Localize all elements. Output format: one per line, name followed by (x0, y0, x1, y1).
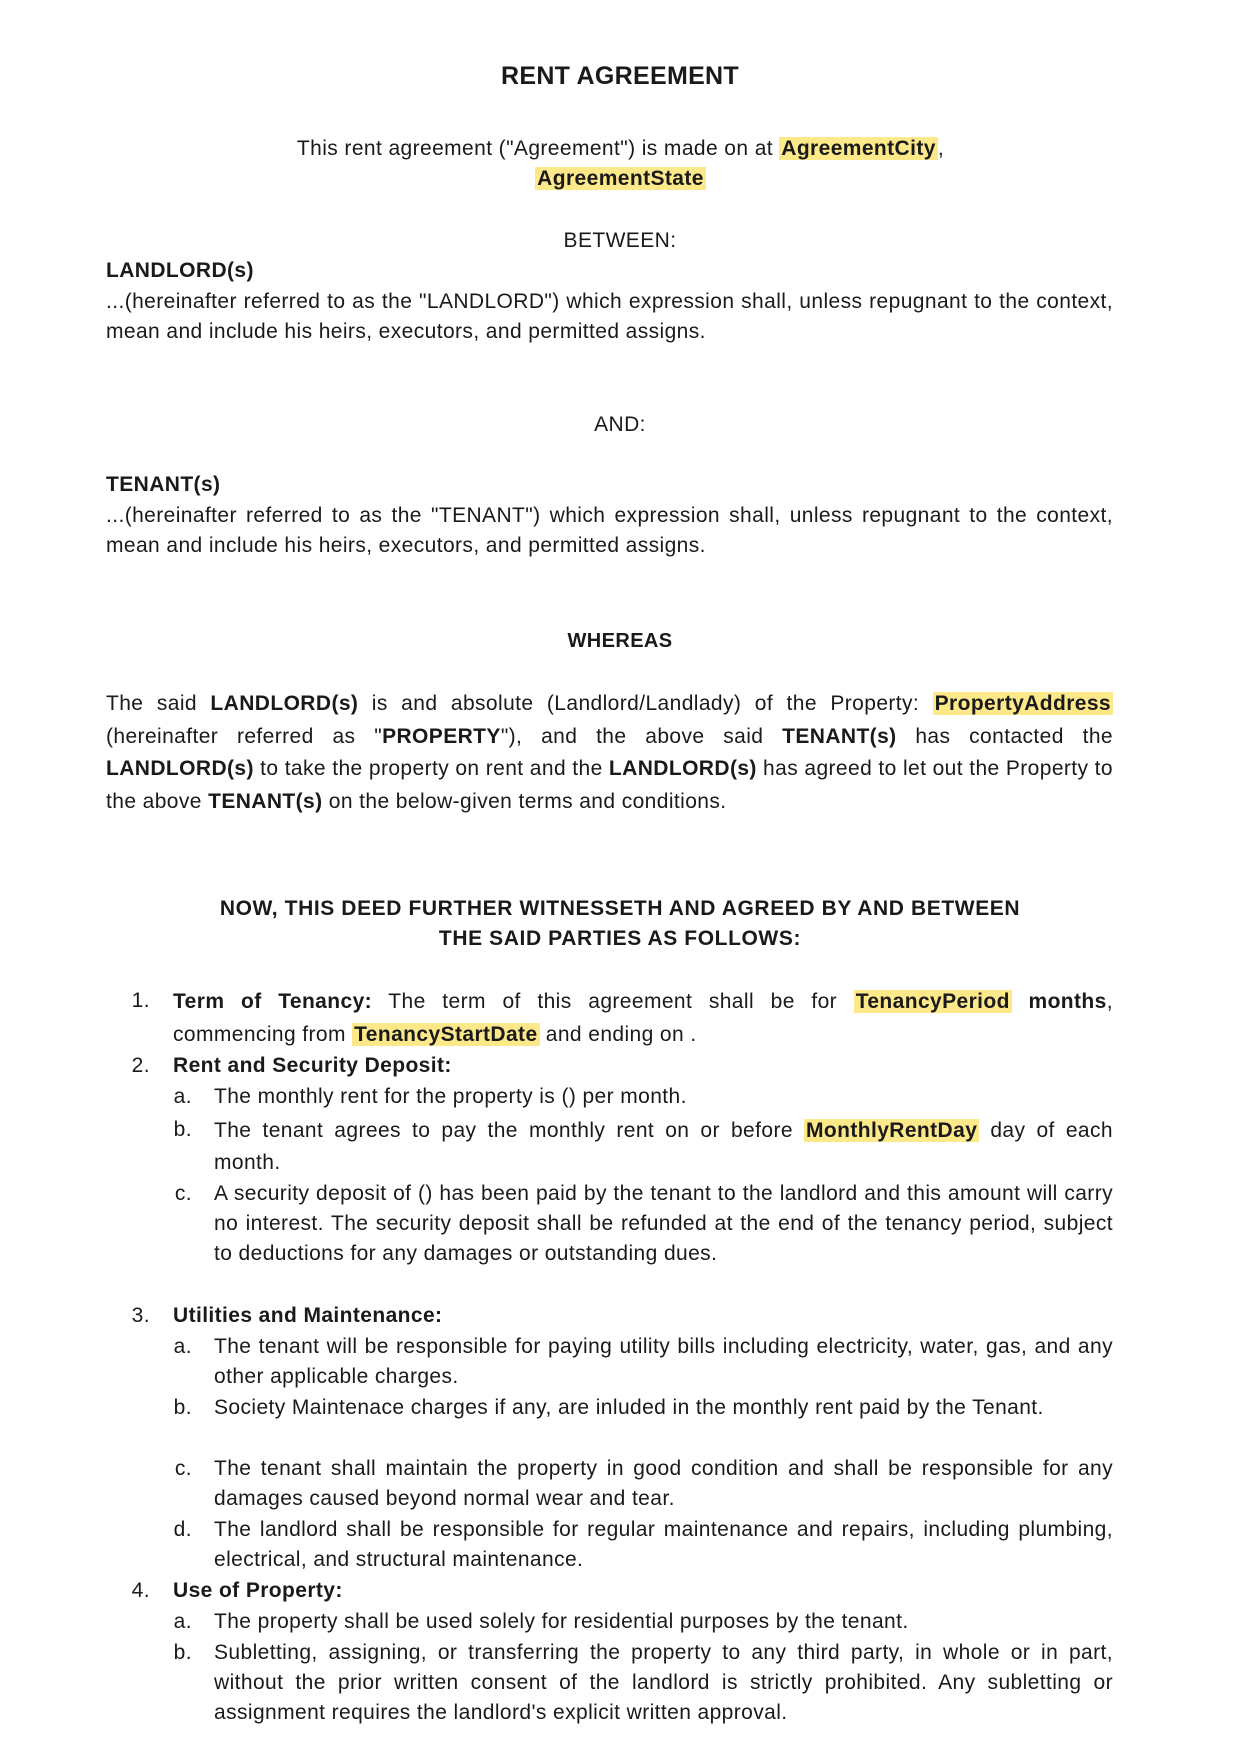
whereas-text-4: "), and the above said (500, 724, 783, 748)
clause-1-number: 1. (131, 989, 150, 1012)
clause-2-label: Rent and Security Deposit: (173, 1054, 452, 1077)
clause-2b-body (214, 1115, 1113, 1179)
whereas-property: PROPERTY (382, 724, 501, 748)
whereas-tenant-2: TENANT(s) (208, 789, 323, 813)
clause-1-text-1: The term of this agreement shall be for (372, 990, 854, 1013)
clause-4-label: Use of Property: (173, 1579, 343, 1602)
clause-1-label: Term of Tenancy: (173, 990, 373, 1013)
tenancy-start-date-field: TenancyStartDate (354, 1022, 538, 1046)
clause-1-months: months (1028, 990, 1107, 1013)
clause-3-number: 3. (131, 1304, 150, 1327)
intro-prefix: This rent agreement ("Agreement") is made on at (296, 137, 780, 160)
whereas-landlord-2: LANDLORD(s) (106, 757, 254, 781)
agreement-city-field: AgreementCity (781, 137, 936, 160)
deed-heading-line-2: THE SAID PARTIES AS FOLLOWS: (438, 927, 802, 950)
clause-4-number: 4. (131, 1579, 150, 1602)
intro-paragraph (106, 134, 1135, 194)
whereas-landlord-1: LANDLORD(s) (210, 692, 359, 715)
landlord-heading: LANDLORD(s) (106, 259, 254, 282)
deed-heading (0, 894, 1240, 954)
deed-heading-line-1: NOW, THIS DEED FURTHER WITNESSETH AND AGREED BY AND BETWEEN (219, 897, 1021, 920)
clause-3d-letter: d. (173, 1518, 192, 1541)
clause-3d-text: The landlord shall be responsible for regular maintenance and repairs, including plumbing, electrical, and structural maintenance. (214, 1518, 1113, 1571)
clause-3a-letter: a. (173, 1335, 192, 1358)
clause-3-label: Utilities and Maintenance: (173, 1304, 443, 1327)
clause-2a-text: The monthly rent for the property is () per month. (214, 1085, 687, 1108)
property-address-field: PropertyAddress (934, 692, 1112, 715)
clause-3c-text: The tenant shall maintain the property in good condition and shall be responsible for any damages caused beyond normal wear and tear. (214, 1457, 1113, 1510)
whereas-text-8: on the below-given terms and conditions. (322, 789, 727, 813)
tenant-heading: TENANT(s) (106, 473, 221, 496)
whereas-text-5: has contacted the (896, 724, 1113, 748)
clause-2b-text-1: The tenant agrees to pay the monthly rent on or before (214, 1119, 804, 1142)
whereas-landlord-3: LANDLORD(s) (608, 757, 757, 781)
whereas-text-1: The said (106, 692, 211, 715)
clause-1-text-3: and ending on . (539, 1022, 697, 1046)
clause-4a-letter: a. (173, 1610, 192, 1633)
clause-2b-text-2: day of each month. (214, 1119, 1113, 1174)
clause-2b-letter: b. (173, 1118, 192, 1141)
intro-comma: , (937, 137, 945, 160)
whereas-tenant-1: TENANT(s) (782, 724, 897, 748)
clause-2a-letter: a. (173, 1085, 192, 1108)
clause-1-text-2: , commencing from (173, 990, 1113, 1046)
clause-3c-letter: c. (174, 1457, 192, 1480)
clause-4a-text: The property shall be used solely for residential purposes by the tenant. (214, 1610, 909, 1633)
clause-2-number: 2. (131, 1054, 150, 1077)
clause-3a-text: The tenant will be responsible for paying utility bills including electricity, water, gas, and any other applicable charges. (214, 1335, 1113, 1388)
between-label: BETWEEN: (563, 229, 677, 252)
whereas-text-7: has agreed to let out the Property to the above (106, 757, 1113, 813)
clause-4b-text: Subletting, assigning, or transferring the property to any third party, in whole or in part, without the prior written consent of the landlord is strictly prohibited. Any subletting or assignment requires the landlord's explicit written approval. (214, 1641, 1113, 1724)
landlord-description: ...(hereinafter referred to as the "LANDLORD") which expression shall, unless repugnant to the context, mean and include his heirs, executors, and permitted assigns. (106, 290, 1113, 343)
whereas-text-6: to take the property on rent and the (253, 757, 609, 781)
clause-3b-letter: b. (173, 1396, 192, 1419)
whereas-text-3: (hereinafter referred as " (106, 724, 383, 748)
clause-2c-letter: c. (174, 1182, 192, 1205)
monthly-rent-day-field: MonthlyRentDay (806, 1119, 978, 1142)
clause-1-body (173, 986, 1113, 1051)
tenancy-period-field: TenancyPeriod (855, 990, 1010, 1013)
clause-2c-text: A security deposit of () has been paid by the tenant to the landlord and this amount will carry no interest. The security deposit shall be refunded at the end of the tenancy period, subject to deductions for any damages or outstanding dues. (214, 1182, 1113, 1265)
and-label: AND: (594, 413, 646, 436)
agreement-state-field: AgreementState (537, 167, 704, 190)
whereas-text-2: is and absolute (Landlord/Landlady) of the Property: (358, 692, 933, 715)
whereas-paragraph (106, 688, 1113, 818)
document-title: RENT AGREEMENT (500, 62, 739, 90)
whereas-heading: WHEREAS (567, 630, 673, 652)
tenant-description: ...(hereinafter referred to as the "TENANT") which expression shall, unless repugnant to the context, mean and include his heirs, executors, and permitted assigns. (106, 504, 1113, 557)
clause-3b-text: Society Maintenace charges if any, are inluded in the monthly rent paid by the Tenant. (214, 1396, 1044, 1419)
clause-4b-letter: b. (173, 1641, 192, 1664)
